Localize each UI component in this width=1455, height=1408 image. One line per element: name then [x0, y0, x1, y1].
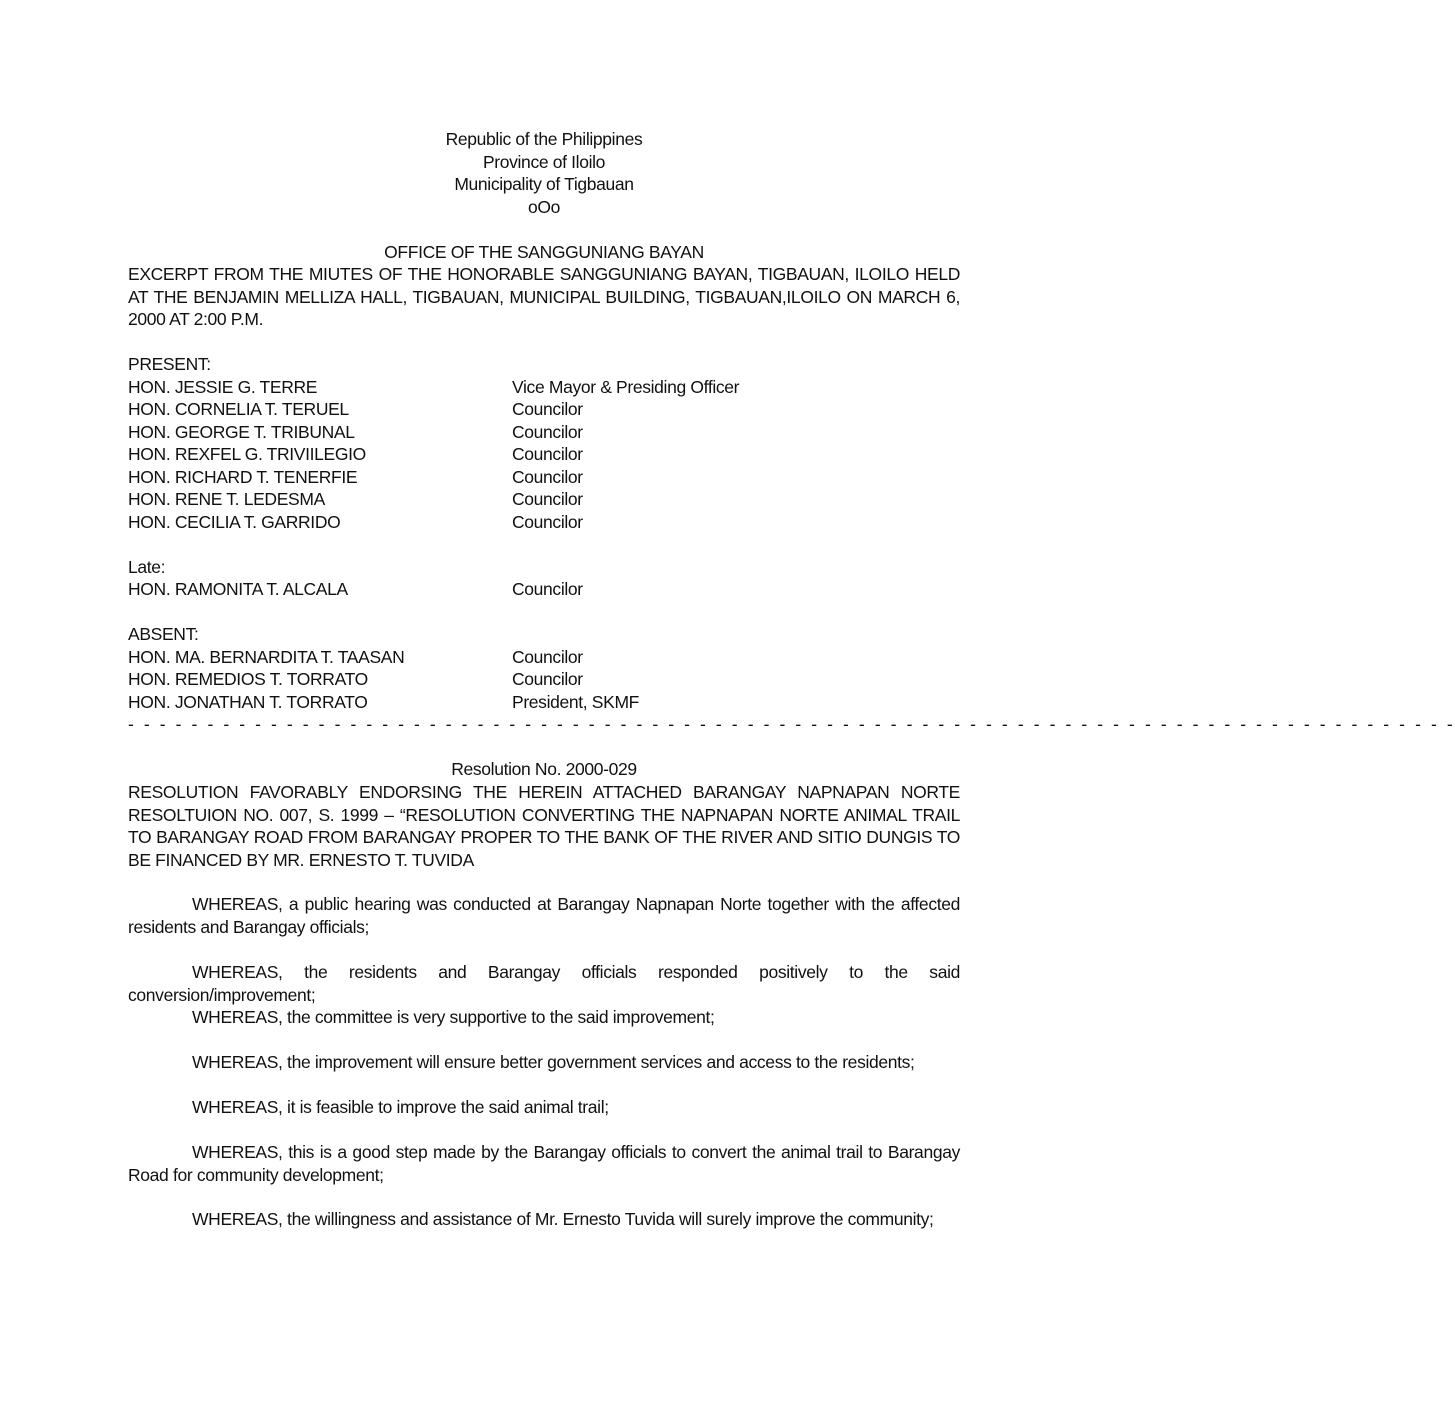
attendee-position: Councilor	[512, 647, 583, 667]
attendee-position: Vice Mayor & Presiding Officer	[512, 377, 740, 397]
absent-label: ABSENT:	[128, 624, 199, 644]
attendee-position: Councilor	[512, 669, 583, 689]
attendee-position: Councilor	[512, 512, 583, 532]
header-country: Republic of the Philippines	[445, 129, 643, 149]
attendee-row	[128, 511, 960, 534]
attendee-name: HON. REMEDIOS T. TORRATO	[128, 669, 368, 689]
whereas-clause: WHEREAS, the willingness and assistance of Mr. Ernesto Tuvida will surely improve the community;	[192, 1209, 934, 1229]
attendee-name: HON. RICHARD T. TENERFIE	[128, 467, 358, 487]
attendee-name: HON. JONATHAN T. TORRATO	[128, 692, 368, 712]
header-ornament: oOo	[527, 197, 561, 217]
attendee-row	[128, 488, 960, 511]
attendee-name: HON. RAMONITA T. ALCALA	[128, 579, 348, 599]
attendee-position: Councilor	[512, 467, 583, 487]
present-label: PRESENT:	[128, 354, 211, 374]
attendee-name: HON. REXFEL G. TRIVIILEGIO	[128, 444, 366, 464]
attendee-position: Councilor	[512, 444, 583, 464]
resolution-number: Resolution No. 2000-029	[451, 759, 637, 779]
attendee-row	[128, 398, 960, 421]
section-divider: - - - - - - - - - - - - - - - - - - - - - - - - - - - - - - - - - - - - - - - - - - - - - - - - - - - - - - - - - - - - - - - - - - - - - - - - - - - - - - - - - - - -	[128, 714, 1455, 734]
whereas-clause: WHEREAS, the improvement will ensure better government services and access to the residents;	[192, 1052, 915, 1072]
header-municipality: Municipality of Tigbauan	[454, 174, 634, 194]
whereas-clause: WHEREAS, this is a good step made by the Barangay officials to convert the animal trail to Barangay Road for community development;	[128, 1142, 960, 1185]
attendee-position: President, SKMF	[512, 692, 640, 712]
attendee-row	[128, 691, 960, 714]
attendee-row	[128, 466, 960, 489]
office-title: OFFICE OF THE SANGGUNIANG BAYAN	[384, 242, 704, 262]
whereas-clause: WHEREAS, the committee is very supportive to the said improvement;	[192, 1007, 715, 1027]
attendee-position: Councilor	[512, 489, 583, 509]
whereas-clause: WHEREAS, a public hearing was conducted at Barangay Napnapan Norte together with the affected residents and Barangay officials;	[128, 894, 960, 937]
resolution-title: RESOLUTION FAVORABLY ENDORSING THE HEREIN ATTACHED BARANGAY NAPNAPAN NORTE RESOLTUION NO. 007, S. 1999 – “RESOLUTION CONVERTING THE NAPNAPAN NORTE ANIMAL TRAIL TO BARANGAY ROAD FROM BARANGAY PROPER TO THE BANK OF THE RIVER AND SITIO DUNGIS TO BE FINANCED BY MR. ERNESTO T. TUVIDA	[128, 782, 960, 870]
attendee-position: Councilor	[512, 399, 583, 419]
attendee-name: HON. RENE T. LEDESMA	[128, 489, 325, 509]
attendee-name: HON. JESSIE G. TERRE	[128, 377, 318, 397]
minutes-excerpt: EXCERPT FROM THE MIUTES OF THE HONORABLE SANGGUNIANG BAYAN, TIGBAUAN, ILOILO HELD AT THE BENJAMIN MELLIZA HALL, TIGBAUAN, MUNICIPAL BUILDING, TIGBAUAN,ILOILO ON MARCH 6, 2000 AT 2:00 P.M.	[128, 264, 960, 329]
attendee-name: HON. CECILIA T. GARRIDO	[128, 512, 341, 532]
attendee-name: HON. CORNELIA T. TERUEL	[128, 399, 349, 419]
whereas-clause: WHEREAS, it is feasible to improve the said animal trail;	[192, 1097, 609, 1117]
late-label: Late:	[128, 557, 166, 577]
header-province: Province of Iloilo	[482, 152, 606, 172]
attendee-row	[128, 421, 960, 444]
attendee-position: Councilor	[512, 422, 583, 442]
attendee-name: HON. MA. BERNARDITA T. TAASAN	[128, 647, 405, 667]
attendee-position: Councilor	[512, 579, 583, 599]
whereas-clause: WHEREAS, the residents and Barangay officials responded positively to the said conversion/improvement;	[128, 962, 960, 1005]
attendee-row	[128, 646, 960, 669]
attendee-name: HON. GEORGE T. TRIBUNAL	[128, 422, 355, 442]
attendee-row	[128, 668, 960, 691]
attendee-row	[128, 578, 960, 601]
attendee-row	[128, 376, 960, 399]
attendee-row	[128, 443, 960, 466]
